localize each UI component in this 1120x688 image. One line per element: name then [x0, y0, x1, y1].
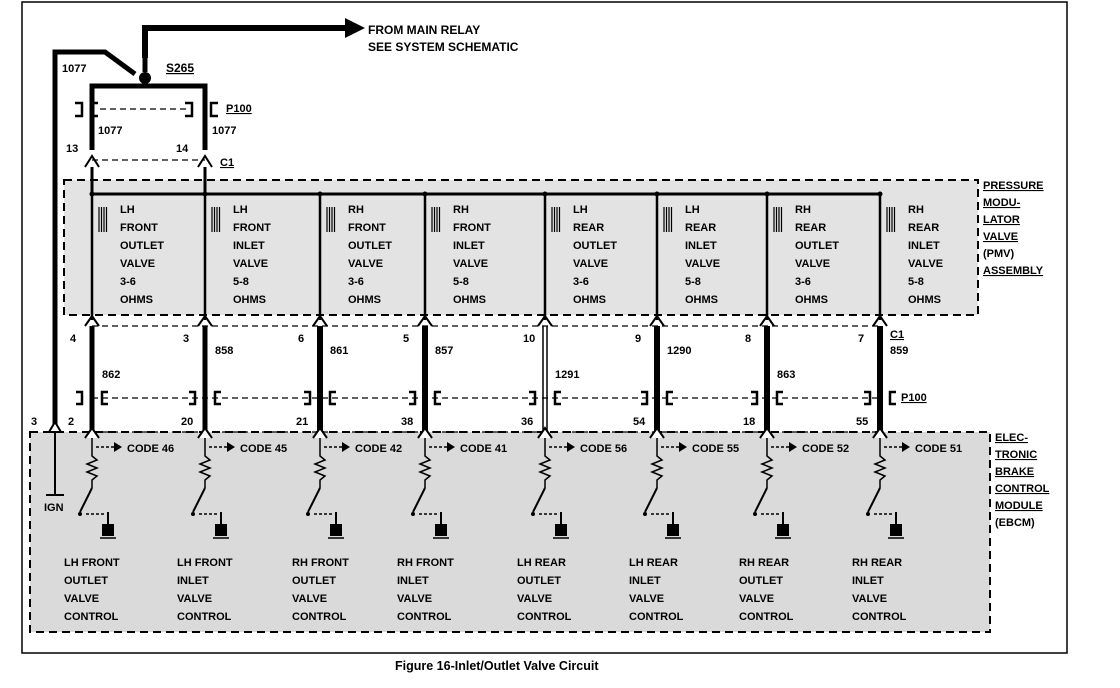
wire-number-label: 858 [215, 345, 234, 357]
bus-junction-dot [655, 192, 660, 197]
valve-label-line: OHMS [120, 294, 153, 306]
c1-pin-label: 3 [183, 333, 190, 345]
valve-label-line: VALVE [685, 258, 721, 270]
c1-chevron-icon [538, 316, 552, 326]
bus-junction-dot [90, 192, 95, 197]
switch-contact [191, 512, 195, 516]
c1-chevron-icon [198, 316, 212, 326]
control-label-line: RH FRONT [292, 557, 349, 569]
c1-chevron-icon [760, 316, 774, 326]
wire-number-label: 1290 [667, 345, 692, 357]
code-label: CODE 52 [802, 443, 850, 455]
valve-label-line: FRONT [453, 222, 491, 234]
control-label-line: CONTROL [629, 611, 684, 623]
pin-13-label: 13 [66, 143, 79, 155]
bus-junction-dot [878, 192, 883, 197]
control-label-line: VALVE [292, 593, 328, 605]
code-label: CODE 46 [127, 443, 175, 455]
valve-label-line: OHMS [348, 294, 381, 306]
control-label-line: VALVE [852, 593, 888, 605]
p100-lower-label: P100 [901, 392, 927, 404]
ground-icon [102, 524, 114, 536]
valve-label-line: VALVE [908, 258, 944, 270]
c1-chevron-icon [85, 316, 99, 326]
svg-text:MODU-: MODU- [983, 197, 1021, 209]
control-label-line: VALVE [64, 593, 100, 605]
title-line-1: FROM MAIN RELAY [368, 23, 481, 37]
wire-1077-left: 1077 [62, 63, 87, 75]
code-label: CODE 45 [240, 443, 288, 455]
ground-icon [890, 524, 902, 536]
valve-label-line: VALVE [348, 258, 384, 270]
valve-label-line: OUTLET [120, 240, 164, 252]
valve-label-line: VALVE [795, 258, 831, 270]
wire-1077-mid: 1077 [98, 125, 123, 137]
switch-contact [78, 512, 82, 516]
code-label: CODE 51 [915, 443, 963, 455]
wire-number-label: 859 [890, 345, 909, 357]
p100-upper-connector [75, 103, 218, 116]
wire-number-label: 857 [435, 345, 454, 357]
valve-label-line: REAR [908, 222, 940, 234]
c1-pin-label: 4 [70, 333, 77, 345]
p100-bracket-icon [76, 392, 82, 404]
valve-label-line: RH [795, 204, 811, 216]
control-label-line: CONTROL [64, 611, 119, 623]
valve-label-line: OHMS [453, 294, 486, 306]
valve-label-line: 5-8 [908, 276, 924, 288]
c1-pin13-chevron-icon [85, 156, 99, 167]
valve-label-line: LH [120, 204, 135, 216]
bus-junction-dot [203, 192, 208, 197]
control-label-line: CONTROL [517, 611, 572, 623]
ebcm-pin-label: 20 [181, 416, 194, 428]
ebcm-pin-label: 55 [856, 416, 869, 428]
switch-contact [531, 512, 535, 516]
c1-chevron-icon [650, 316, 664, 326]
control-label-line: OUTLET [739, 575, 783, 587]
valve-label-line: INLET [453, 240, 485, 252]
c1-chevron-icon [313, 316, 327, 326]
wire-number-label: 1291 [555, 369, 580, 381]
svg-text:ELEC-: ELEC- [995, 432, 1028, 444]
c1-pin-label: 5 [403, 333, 410, 345]
ebcm-module-box [30, 432, 990, 632]
switch-contact [643, 512, 647, 516]
valve-label-line: FRONT [233, 222, 271, 234]
control-label-line: RH FRONT [397, 557, 454, 569]
bus-junction-dot [543, 192, 548, 197]
valve-label-line: FRONT [348, 222, 386, 234]
ebcm-pin-label: 18 [743, 416, 756, 428]
control-label-line: CONTROL [177, 611, 232, 623]
c1-upper-label: C1 [220, 157, 235, 169]
figure-caption: Figure 16-Inlet/Outlet Valve Circuit [395, 659, 599, 673]
control-label-line: VALVE [629, 593, 665, 605]
bus-junction-dot [318, 192, 323, 197]
c1-pin-label: 6 [298, 333, 305, 345]
ebcm-pin-label: 38 [401, 416, 414, 428]
code-label: CODE 56 [580, 443, 628, 455]
ground-icon [330, 524, 342, 536]
svg-text:(EBCM): (EBCM) [995, 517, 1035, 529]
ebcm-pin-label: 36 [521, 416, 534, 428]
svg-text:BRAKE: BRAKE [995, 466, 1035, 478]
control-label-line: OUTLET [292, 575, 336, 587]
control-label-line: VALVE [397, 593, 433, 605]
control-label-line: RH REAR [739, 557, 790, 569]
c1-pin-label: 7 [858, 333, 865, 345]
ign-pin-label: 3 [31, 416, 38, 428]
valve-label-line: VALVE [573, 258, 609, 270]
valve-label-line: RH [453, 204, 469, 216]
ground-icon [777, 524, 789, 536]
valve-label-line: OUTLET [348, 240, 392, 252]
c1-chevron-icon [418, 316, 432, 326]
switch-contact [306, 512, 310, 516]
control-label-line: LH REAR [517, 557, 566, 569]
valve-label-line: OHMS [573, 294, 606, 306]
splice-dot [139, 72, 151, 84]
valve-label-line: VALVE [233, 258, 269, 270]
control-label-line: VALVE [517, 593, 553, 605]
valve-label-line: OHMS [795, 294, 828, 306]
svg-text:(PMV): (PMV) [983, 248, 1015, 260]
ground-icon [435, 524, 447, 536]
control-label-line: CONTROL [292, 611, 347, 623]
valve-label-line: 3-6 [120, 276, 136, 288]
valve-label-line: VALVE [120, 258, 156, 270]
pin-14-label: 14 [176, 143, 189, 155]
code-label: CODE 42 [355, 443, 403, 455]
bus-junction-dot [423, 192, 428, 197]
wire-number-label: 863 [777, 369, 796, 381]
ground-icon [667, 524, 679, 536]
c1-lower-label: C1 [890, 329, 905, 341]
control-label-line: VALVE [177, 593, 213, 605]
svg-text:CONTROL: CONTROL [995, 483, 1050, 495]
valve-label-line: OUTLET [795, 240, 839, 252]
switch-contact [411, 512, 415, 516]
ebcm-pin-label: 2 [68, 416, 75, 428]
ebcm-pin-label: 54 [633, 416, 646, 428]
ign-label: IGN [44, 502, 64, 514]
c1-pin14-chevron-icon [198, 156, 212, 167]
control-label-line: INLET [397, 575, 429, 587]
ground-icon [555, 524, 567, 536]
control-label-line: CONTROL [852, 611, 907, 623]
control-label-line: OUTLET [64, 575, 108, 587]
control-label-line: RH REAR [852, 557, 903, 569]
control-label-line: INLET [852, 575, 884, 587]
control-label-line: INLET [629, 575, 661, 587]
svg-text:LATOR: LATOR [983, 214, 1020, 226]
ign-chevron-icon [49, 422, 61, 432]
ebcm-side-label [995, 432, 1050, 529]
c1-pin-label: 8 [745, 333, 752, 345]
switch-contact [866, 512, 870, 516]
valve-label-line: 5-8 [453, 276, 469, 288]
wire-number-label: 861 [330, 345, 349, 357]
code-label: CODE 41 [460, 443, 508, 455]
p100-upper-label: P100 [226, 103, 252, 115]
valve-label-line: REAR [573, 222, 605, 234]
valve-label-line: LH [233, 204, 248, 216]
valve-label-line: 5-8 [685, 276, 701, 288]
control-label-line: INLET [177, 575, 209, 587]
valve-label-line: OHMS [233, 294, 266, 306]
p100-bracket-icon [890, 392, 896, 404]
valve-label-line: LH [573, 204, 588, 216]
valve-label-line: INLET [908, 240, 940, 252]
valve-label-line: INLET [233, 240, 265, 252]
svg-text:TRONIC: TRONIC [995, 449, 1038, 461]
valve-label-line: 3-6 [348, 276, 364, 288]
switch-contact [753, 512, 757, 516]
valve-label-line: INLET [685, 240, 717, 252]
valve-label-line: 3-6 [795, 276, 811, 288]
valve-label-line: RH [348, 204, 364, 216]
valve-label-line: REAR [795, 222, 827, 234]
valve-label-line: 5-8 [233, 276, 249, 288]
svg-text:MODULE: MODULE [995, 500, 1043, 512]
wire-number-label: 862 [102, 369, 121, 381]
title-line-2: SEE SYSTEM SCHEMATIC [368, 40, 519, 54]
control-label-line: VALVE [739, 593, 775, 605]
ebcm-pin-label: 21 [296, 416, 309, 428]
valve-label-line: REAR [685, 222, 717, 234]
control-label-line: LH FRONT [177, 557, 233, 569]
control-label-line: LH REAR [629, 557, 678, 569]
c1-pin-label: 10 [523, 333, 536, 345]
control-label-line: LH FRONT [64, 557, 120, 569]
valve-label-line: VALVE [453, 258, 489, 270]
c1-chevron-icon [873, 316, 887, 326]
control-label-line: CONTROL [397, 611, 452, 623]
valve-label-line: LH [685, 204, 700, 216]
bus-junction-dot [765, 192, 770, 197]
arrow-icon [345, 18, 365, 38]
svg-text:VALVE: VALVE [983, 231, 1019, 243]
wire-1077-right: 1077 [212, 125, 237, 137]
splice-label: S265 [166, 61, 195, 75]
valve-label-line: FRONT [120, 222, 158, 234]
valve-label-line: 3-6 [573, 276, 589, 288]
pmv-assembly-box [64, 180, 978, 315]
control-label-line: CONTROL [739, 611, 794, 623]
ground-icon [215, 524, 227, 536]
svg-text:ASSEMBLY: ASSEMBLY [983, 265, 1044, 277]
svg-text:PRESSURE: PRESSURE [983, 180, 1044, 192]
valve-label-line: OHMS [908, 294, 941, 306]
valve-label-line: RH [908, 204, 924, 216]
valve-label-line: OUTLET [573, 240, 617, 252]
code-label: CODE 55 [692, 443, 740, 455]
pmv-side-label [983, 180, 1044, 277]
c1-pin-label: 9 [635, 333, 642, 345]
control-label-line: OUTLET [517, 575, 561, 587]
valve-label-line: OHMS [685, 294, 718, 306]
